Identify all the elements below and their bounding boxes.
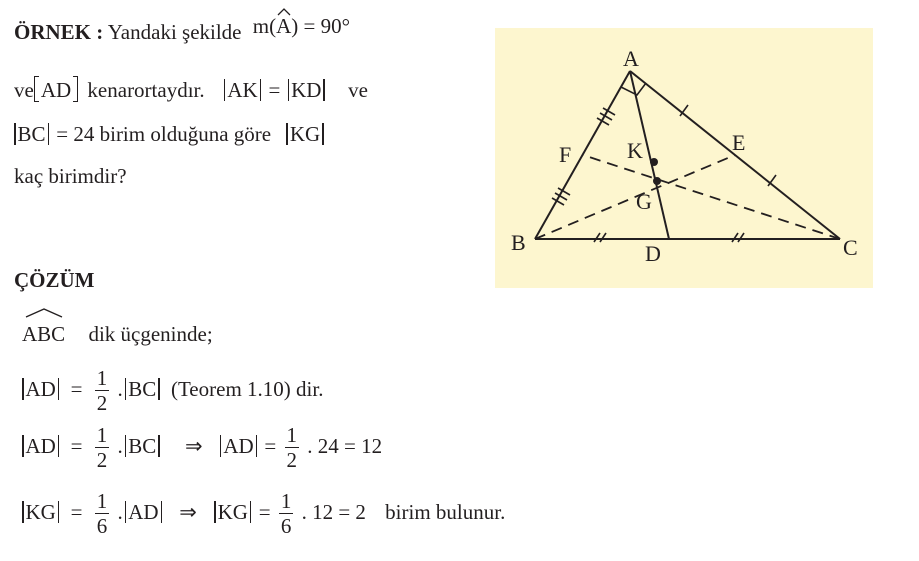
- point-G: [653, 177, 661, 185]
- solution-equation-3: KG = $\frac{1}{6}$ . AD ⇒ KG = $\frac{1}{6}$ . 12 = 2 birim bulunur.: [22, 491, 505, 537]
- label-F: F: [559, 142, 572, 167]
- angle-vertex: A: [276, 14, 291, 39]
- label-G: G: [636, 189, 652, 214]
- solution-equation-1: AD = $\frac{1}{2}$ . BC (Teorem 1.10) dir.: [22, 368, 323, 414]
- example-heading: ÖRNEK :: [14, 20, 104, 44]
- label-A: A: [623, 46, 639, 71]
- median-CF: [583, 155, 840, 239]
- triangle-figure: [495, 28, 873, 288]
- label-C: C: [843, 235, 858, 260]
- label-B: B: [511, 230, 526, 255]
- solution-equation-2: AD = $\frac{1}{2}$ . BC ⇒ AD = $\frac{1}{2}$ . 24 = 12: [22, 425, 382, 471]
- point-K: [650, 158, 658, 166]
- segment-AD: AD: [40, 78, 72, 102]
- triangle-ABC: ABC: [22, 322, 65, 347]
- label-K: K: [627, 138, 643, 163]
- example-line-1: [14, 14, 350, 45]
- side-AB: [535, 71, 630, 239]
- label-E: E: [732, 130, 746, 155]
- angle-expression: m( A) = 90°: [253, 14, 350, 38]
- example-line-4: kaç birimdir?: [14, 164, 127, 188]
- solution-heading: ÇÖZÜM: [14, 268, 95, 292]
- example-line-2: ve AD kenarortaydır. AK = KD ve: [14, 78, 368, 102]
- label-D: D: [645, 241, 661, 266]
- triangle-diagram: [495, 28, 873, 288]
- solution-line-triangle: ABC dik üçgeninde;: [22, 322, 213, 347]
- median-BE: [535, 155, 735, 239]
- example-line1-text: Yandaki şekilde: [107, 20, 242, 44]
- example-line-3: BC = 24 birim olduğuna göre KG: [14, 122, 326, 147]
